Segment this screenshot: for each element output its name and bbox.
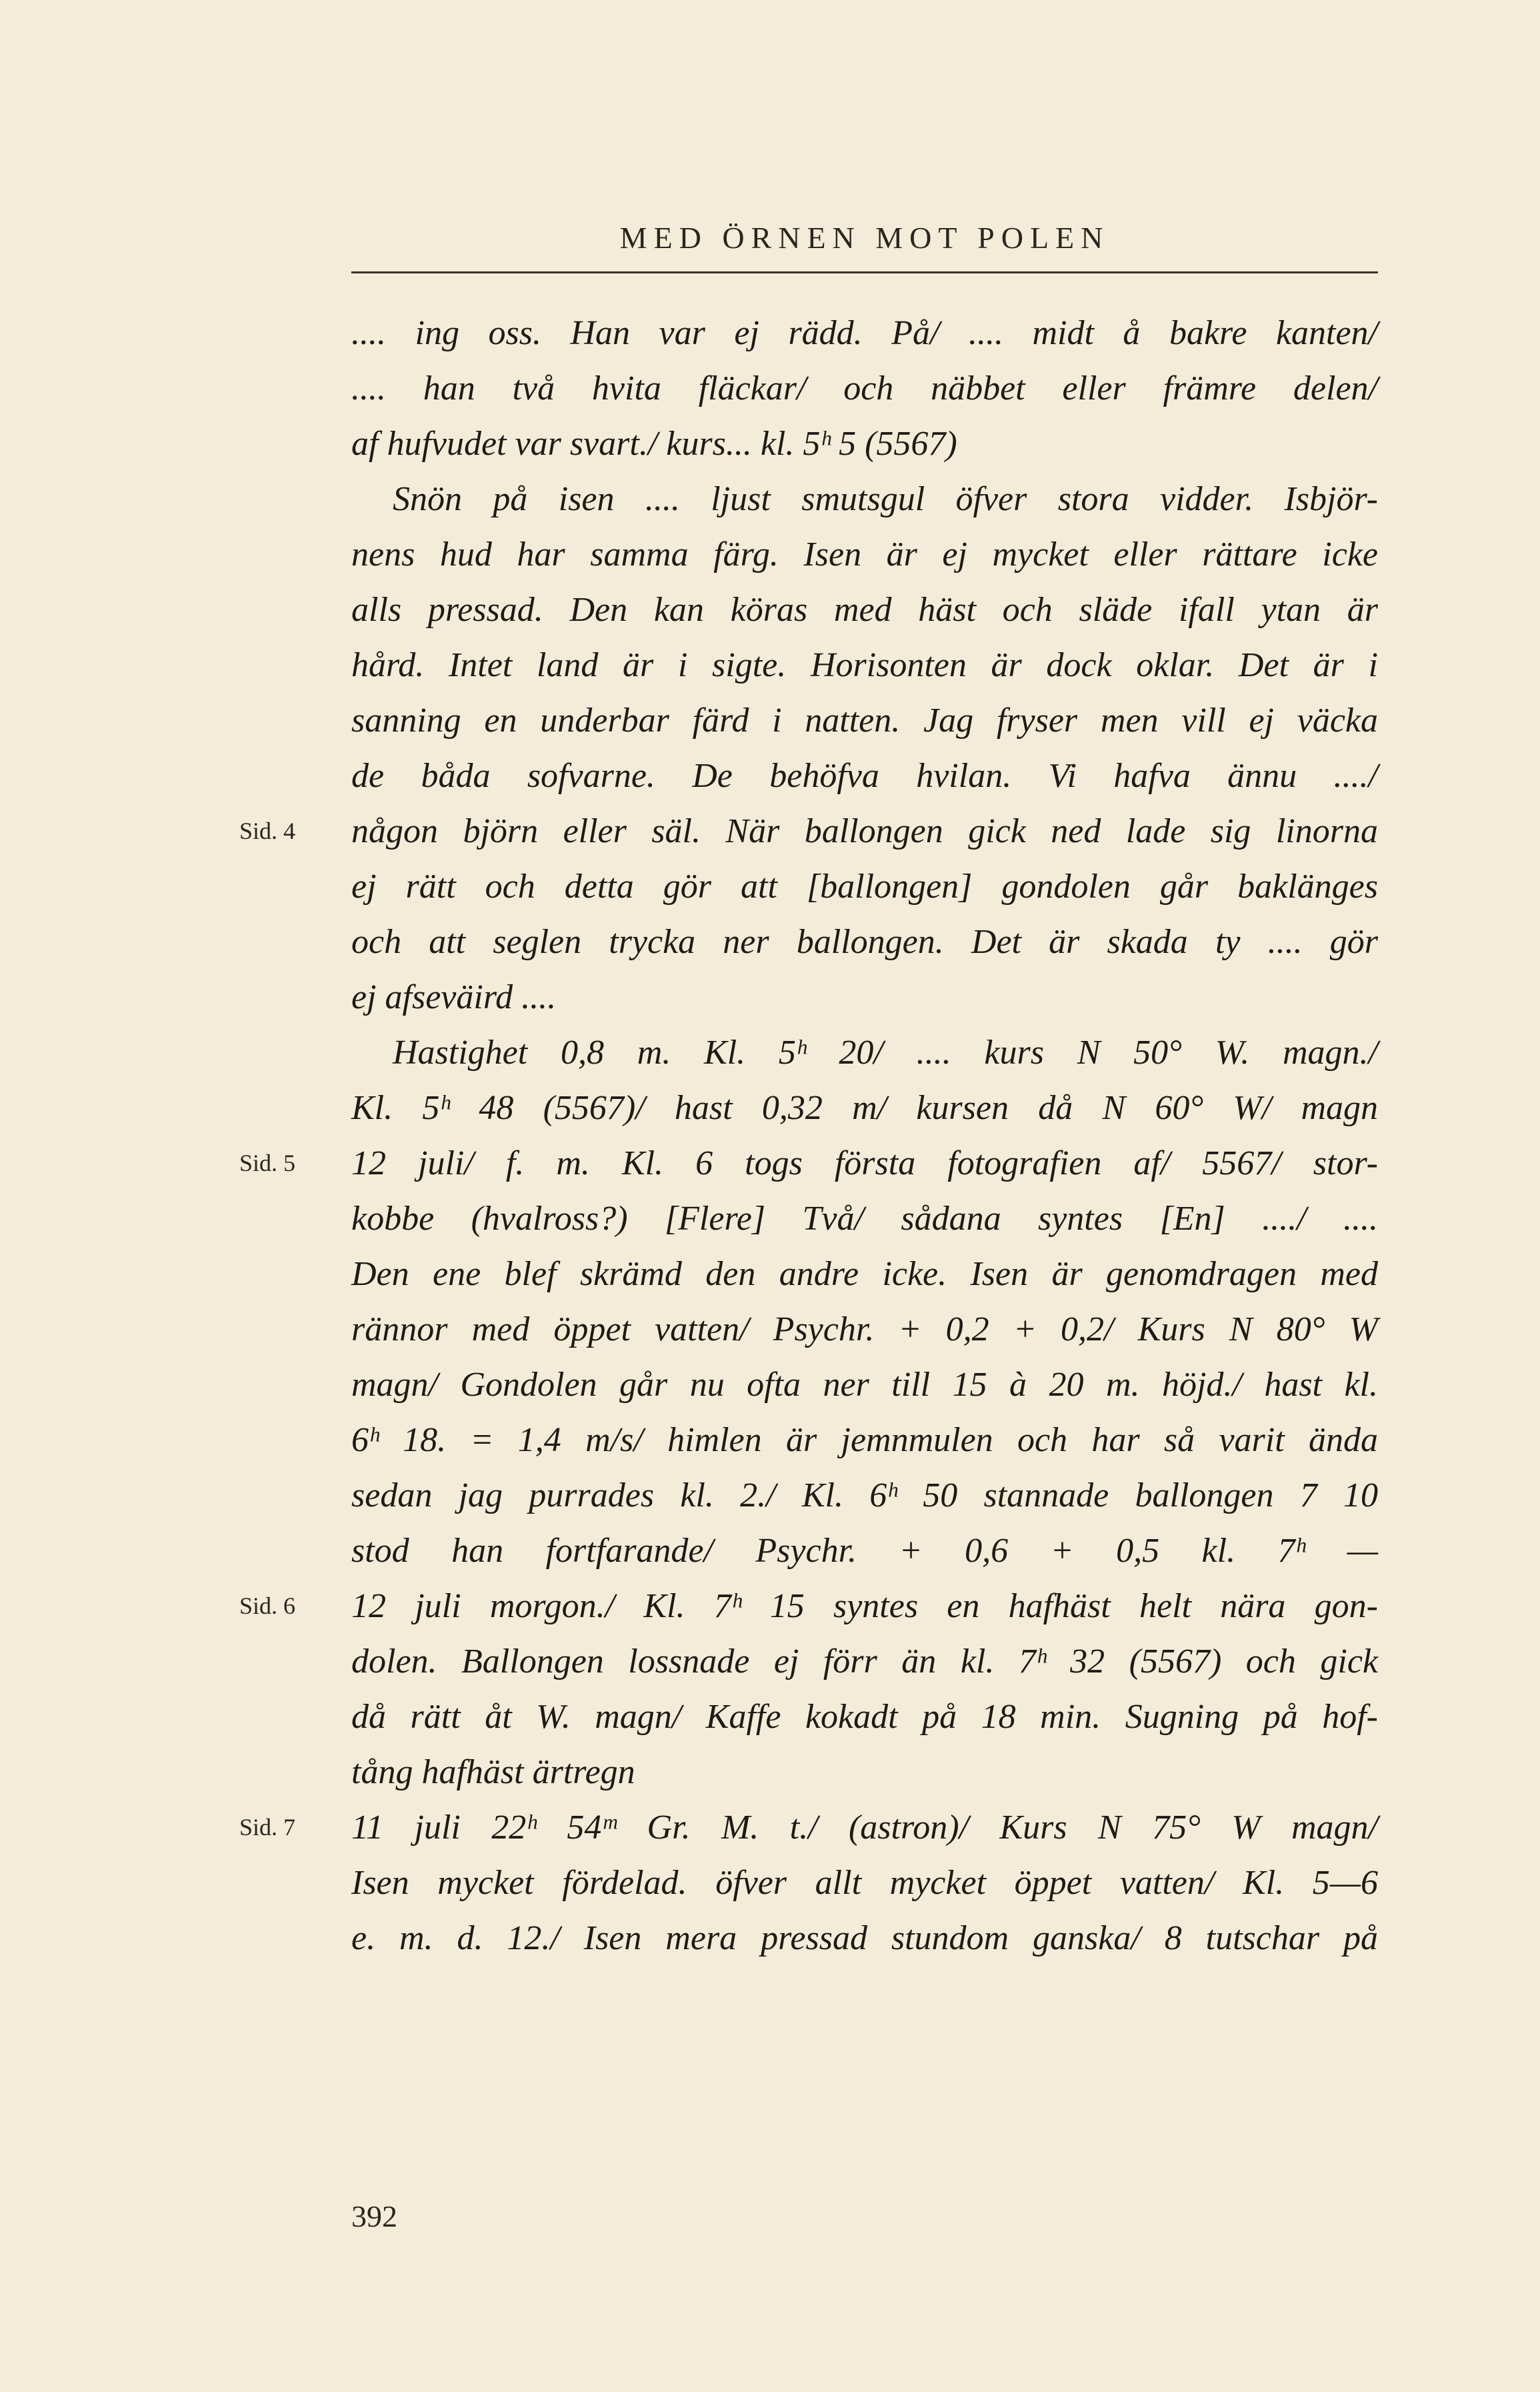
text-line-content: .... han två hvita fläckar/ och näbbet eller främre delen/ [351, 369, 1378, 407]
text-line-content: de båda sofvarne. De behöfva hvilan. Vi hafva ännu ..../ [351, 757, 1378, 795]
text-line [351, 1634, 1378, 1689]
text-line-content: sanning en underbar färd i natten. Jag fryser men vill ej väcka [351, 702, 1378, 740]
text-line [351, 416, 1378, 471]
text-line-content: 6ʰ 18. = 1,4 m/s/ himlen är jemnmulen och har så varit ända [351, 1421, 1378, 1459]
text-line-content: rännor med öppet vatten/ Psychr. + 0,2 + 0,2/ Kurs N 80° W [351, 1310, 1378, 1348]
header-rule [351, 271, 1378, 273]
text-line [351, 748, 1378, 804]
text-line [351, 1191, 1378, 1246]
text-line [351, 582, 1378, 638]
text-line-content: hård. Intet land är i sigte. Horisonten är dock oklar. Det är i [351, 646, 1378, 684]
text-line [351, 1302, 1378, 1357]
running-head: MED ÖRNEN MOT POLEN [619, 221, 1110, 255]
text-line-content: 11 juli 22ʰ 54ᵐ Gr. M. t./ (astron)/ Kurs N 75° W magn/ [351, 1809, 1378, 1847]
margin-note: Sid. 6 [239, 1592, 296, 1619]
text-line-content: .... ing oss. Han var ej rädd. På/ .... midt å bakre kanten/ [351, 314, 1378, 352]
margin-note: Sid. 7 [239, 1814, 296, 1841]
text-line-content: tång hafhäst ärtregn [351, 1753, 635, 1791]
margin-note: Sid. 4 [239, 818, 296, 844]
text-line-content: Hastighet 0,8 m. Kl. 5ʰ 20/ .... kurs N 50° W. magn./ [393, 1034, 1378, 1072]
text-line-content: ej rätt och detta gör att [ballongen] gondolen går baklänges [351, 868, 1378, 906]
text-line [351, 471, 1378, 527]
text-line [239, 804, 1378, 859]
text-line [351, 693, 1378, 748]
text-line-content: sedan jag purrades kl. 2./ Kl. 6ʰ 50 stannade ballongen 7 10 [351, 1476, 1378, 1514]
text-line-content: dolen. Ballongen lossnade ej förr än kl. 7ʰ 32 (5567) och gick [351, 1642, 1378, 1680]
text-line-content: Kl. 5ʰ 48 (5567)/ hast 0,32 m/ kursen då N 60° W/ magn [351, 1089, 1378, 1127]
text-line-content: Isen mycket fördelad. öfver allt mycket öppet vatten/ Kl. 5—6 [351, 1864, 1378, 1902]
text-line-content: och att seglen trycka ner ballongen. Det är skada ty .... gör [351, 923, 1378, 961]
text-line [351, 914, 1378, 970]
text-line-content: magn/ Gondolen går nu ofta ner till 15 à 20 m. höjd./ hast kl. [351, 1366, 1378, 1404]
text-line-content: Den ene blef skrämd den andre icke. Isen är genomdragen med [351, 1255, 1378, 1293]
text-line [351, 1689, 1378, 1744]
text-line [351, 970, 1378, 1025]
text-line [239, 1800, 1378, 1855]
text-line [351, 1080, 1378, 1136]
text-line [351, 305, 1378, 361]
text-line-content: kobbe (hvalross?) [Flere] Två/ sådana syntes [En] ..../ .... [351, 1200, 1378, 1238]
text-line [351, 859, 1378, 914]
text-line [351, 1911, 1378, 1966]
text-line [351, 527, 1378, 582]
text-line [239, 1136, 1378, 1191]
text-line-content: af hufvudet var svart./ kurs... kl. 5ʰ 5 (5567) [351, 425, 957, 463]
text-line [351, 1357, 1378, 1412]
text-line-content: alls pressad. Den kan köras med häst och släde ifall ytan är [351, 591, 1378, 629]
text-line [351, 1855, 1378, 1911]
text-line-content: ej afseväird .... [351, 978, 557, 1016]
text-line-content: då rätt åt W. magn/ Kaffe kokadt på 18 min. Sugning på hof- [351, 1698, 1378, 1736]
text-line [351, 1468, 1378, 1523]
text-line [351, 1744, 1378, 1800]
text-line-content: någon björn eller säl. När ballongen gick ned lade sig linorna [351, 812, 1378, 850]
text-line [239, 1578, 1378, 1634]
text-line-content: 12 juli morgon./ Kl. 7ʰ 15 syntes en hafhäst helt nära gon- [351, 1587, 1378, 1625]
text-line [351, 638, 1378, 693]
page-number: 392 [351, 2199, 397, 2233]
text-line-content: stod han fortfarande/ Psychr. + 0,6 + 0,5 kl. 7ʰ — [351, 1532, 1378, 1570]
text-block [239, 305, 1378, 1966]
text-line-content: nens hud har samma färg. Isen är ej mycket eller rättare icke [351, 535, 1378, 573]
text-line-content: Snön på isen .... ljust smutsgul öfver stora vidder. Isbjör- [393, 480, 1378, 518]
text-line [351, 1523, 1378, 1578]
text-line [351, 1025, 1378, 1080]
text-line [351, 1246, 1378, 1302]
text-line [351, 1412, 1378, 1468]
text-line [351, 361, 1378, 416]
margin-note: Sid. 5 [239, 1150, 296, 1176]
text-line-content: 12 juli/ f. m. Kl. 6 togs första fotografien af/ 5567/ stor- [351, 1144, 1378, 1182]
text-line-content: e. m. d. 12./ Isen mera pressad stundom ganska/ 8 tutschar på [351, 1919, 1378, 1957]
